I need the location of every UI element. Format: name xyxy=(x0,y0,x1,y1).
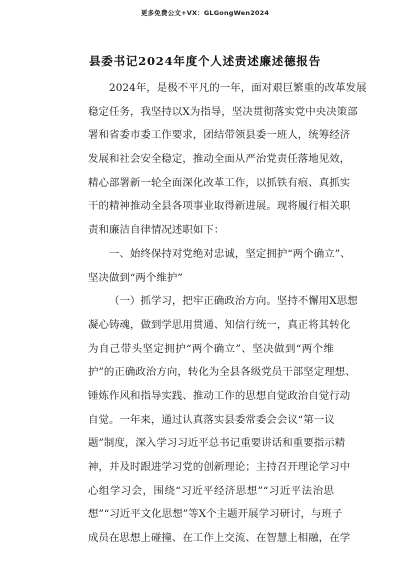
paragraph-line: 自觉。一年来，通过认真落实县委常委会会议“第一议 xyxy=(88,413,335,426)
paragraph-line: 发展和社会安全稳定，推动全面从严治党责任落地见效， xyxy=(88,153,351,166)
paragraph-line: 精心部署新一轮全面深化改革工作，以抓铁有痕、真抓实 xyxy=(88,176,351,189)
paragraph-line: 为自己带头坚定拥护“两个确立”、坚决做到“两个维 xyxy=(88,342,334,355)
paragraph-line: 题”制度，深入学习习近平总书记重要讲话和重要指示精 xyxy=(88,437,346,450)
paragraph-line: 护”的正确政治方向，转化为全县各级党员干部坚定理想、 xyxy=(88,366,356,379)
paragraph-line: （一）抓学习，把牢正确政治方向。坚持不懈用X思想 xyxy=(109,295,358,308)
paragraph-line: 想”“习近平文化思想”等X个主题开展学习研讨，与班子 xyxy=(88,508,343,521)
paragraph-line: 干的精神推动全县各项事业取得新进展。现将履行相关职 xyxy=(88,200,351,213)
paragraph-line: 成员在思想上碰撞、在工作上交流、在智慧上相融，在学 xyxy=(88,532,351,545)
body-text xyxy=(88,77,367,551)
paragraph-line: 署和省委市委工作要求，团结带领县委一班人，统筹经济 xyxy=(88,129,351,142)
paragraph-line: 神，并及时跟进学习党的创新理论；主持召开理论学习中 xyxy=(88,461,351,473)
paragraph-line: 锤炼作风和指导实践、推动工作的思想自觉政治自觉行动 xyxy=(88,389,351,402)
document-title: 县委书记2024年度个人述责述廉述德报告 xyxy=(88,54,321,68)
paragraph-line: 心组学习会，围绕“习近平经济思想”“习近平法治思 xyxy=(88,484,334,497)
paragraph-line: 一、始终保持对党绝对忠诚，坚定拥护“两个确立”、 xyxy=(109,247,351,260)
paragraph-line: 坚决做到“两个维护” xyxy=(88,271,183,284)
paragraph-line: 2024年，是极不平凡的一年，面对艰巨繁重的改革发展 xyxy=(109,82,367,94)
paragraph-line: 责和廉洁自律情况述职如下： xyxy=(88,224,225,237)
paragraph-line: 凝心铸魂，做到学思用贯通、知信行统一，真正将其转化 xyxy=(88,318,351,331)
header-note: 更多免费公文+VX：GLGongWen2024 xyxy=(140,9,270,17)
paragraph-line: 稳定任务，我坚持以X为指导，坚决贯彻落实党中央决策部 xyxy=(88,105,358,118)
